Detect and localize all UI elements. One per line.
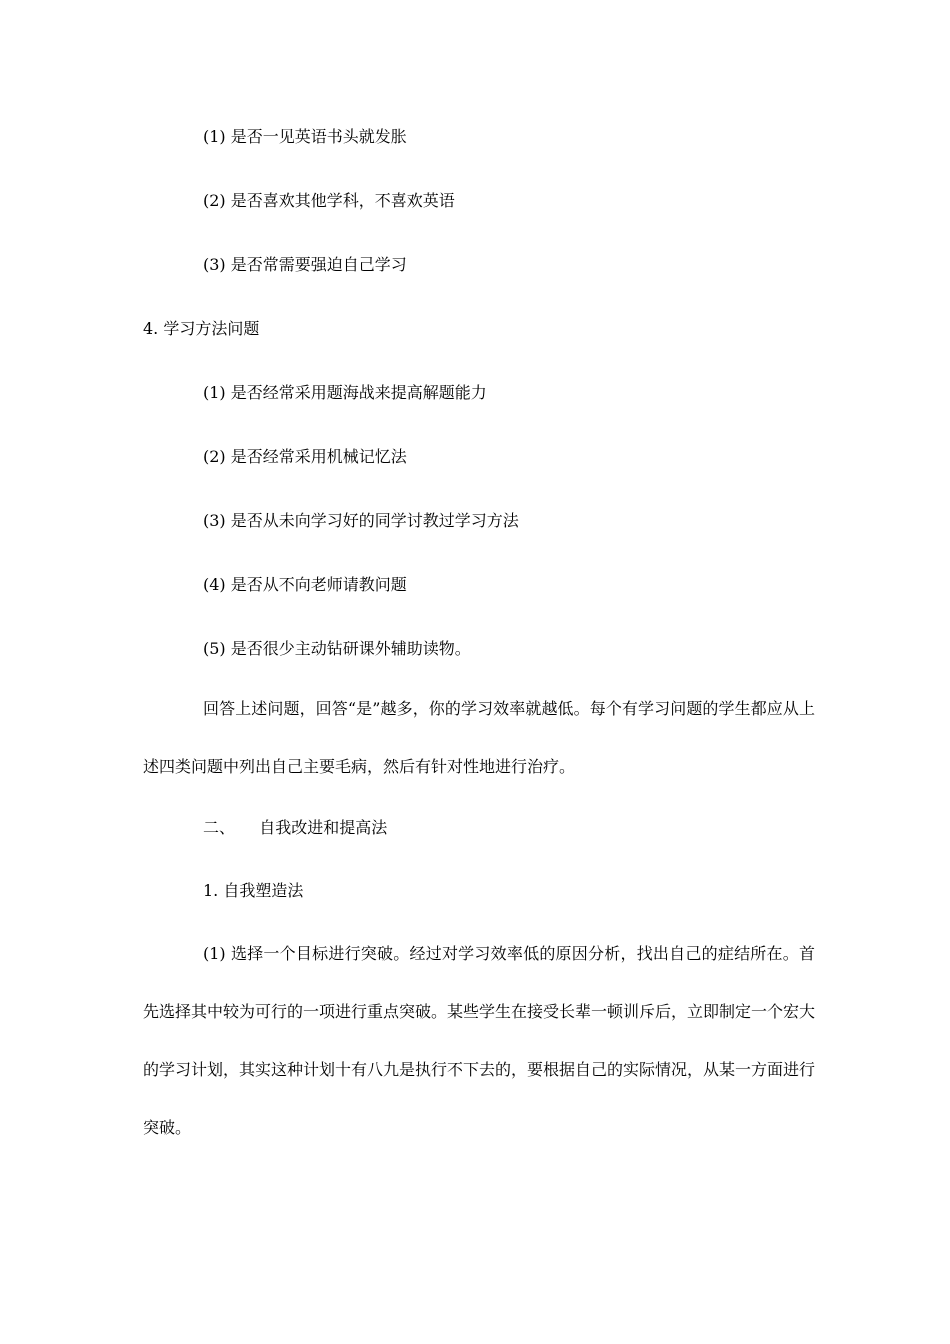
list-item xyxy=(203,447,407,467)
list-item xyxy=(203,383,487,403)
item-text: 是否一见英语书头就发胀 xyxy=(230,127,407,146)
item-number: (4) xyxy=(203,575,226,594)
item-text: 是否从未向学习好的同学讨教过学习方法 xyxy=(230,511,519,530)
item-text: 是否经常采用题海战来提高解题能力 xyxy=(230,383,487,402)
section-number: 4. xyxy=(143,319,159,338)
part-number: 二、 xyxy=(203,818,236,837)
list-item xyxy=(203,639,471,659)
item-number: (3) xyxy=(203,511,226,530)
section-title: 学习方法问题 xyxy=(163,319,260,338)
summary-paragraph: 回答上述问题，回答“是”越多，你的学习效率就越低。每个有学习问题的学生都应从上述四类问题中列出自己主要毛病，然后有针对性地进行治疗。 xyxy=(143,699,815,776)
body-paragraph: (1) 选择一个目标进行突破。经过对学习效率低的原因分析，找出自己的症结所在。首先选择其中较为可行的一项进行重点突破。某些学生在接受长辈一顿训斥后，立即制定一个宏大的学习计划，其实这种计划十有八九是执行不下去的，要根据自己的实际情况，从某一方面进行突破。 xyxy=(143,944,816,1137)
subsection-number: 1. xyxy=(203,881,219,900)
item-number: (2) xyxy=(203,191,226,210)
item-text: 是否从不向老师请教问题 xyxy=(230,575,407,594)
list-item xyxy=(203,255,407,275)
item-number: (2) xyxy=(203,447,226,466)
part-heading xyxy=(203,818,387,838)
item-text: 是否常需要强迫自己学习 xyxy=(230,255,407,274)
item-number: (1) xyxy=(203,127,226,146)
list-item xyxy=(203,575,407,595)
item-number: (5) xyxy=(203,639,226,658)
part-title: 自我改进和提高法 xyxy=(259,818,388,837)
list-item xyxy=(203,127,407,147)
section-heading xyxy=(143,319,259,339)
list-item xyxy=(203,511,519,531)
item-number: (3) xyxy=(203,255,226,274)
item-text: 是否喜欢其他学科，不喜欢英语 xyxy=(230,191,455,210)
subsection-heading xyxy=(203,881,303,901)
subsection-title: 自我塑造法 xyxy=(223,881,304,900)
item-text: 是否很少主动钻研课外辅助读物。 xyxy=(230,639,471,658)
item-number: (1) xyxy=(203,383,226,402)
item-text: 是否经常采用机械记忆法 xyxy=(230,447,407,466)
list-item xyxy=(203,191,455,211)
